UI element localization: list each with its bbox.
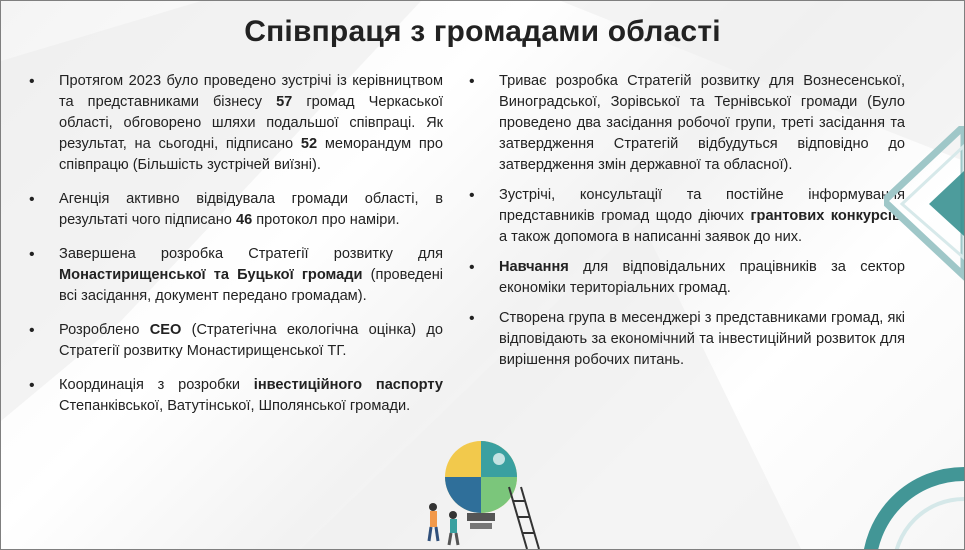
bullet-text: було проведено зустрічі із керівництвом та представниками бізнесу xyxy=(59,73,443,110)
bullet-text: (Стратегічна екологічна оцінка) до Стратегії розвитку Монастирищенської ТГ. xyxy=(59,322,443,359)
bullet-icon: • xyxy=(469,187,475,204)
bullet-text: меморандум про співпрацю (Більшість зустрічей виїзні). xyxy=(59,136,443,173)
bullet-item xyxy=(465,308,905,371)
bullet-item xyxy=(465,185,905,248)
right-column xyxy=(465,71,905,380)
bullet-text: 2023 xyxy=(128,73,162,89)
bullet-text-bold: СЕО xyxy=(149,322,182,338)
right-bullet-list xyxy=(465,71,905,371)
lightbulb-puzzle-icon xyxy=(421,437,561,549)
bullet-text: Координація з розробки xyxy=(59,377,254,393)
bullet-item xyxy=(25,189,443,231)
left-bullet-list xyxy=(25,71,443,417)
bullet-text: Степанківської, Ватутінської, Шполянської громади. xyxy=(59,398,411,414)
bullet-text-bold: 52 xyxy=(300,136,318,152)
bullet-text: громад Черкаської області, обговорено шляхи подальшої співпраці. Як результат, на сьогодні, підписано xyxy=(59,94,443,152)
bullet-text: , а також допомога в написанні заявок до них. xyxy=(499,208,905,245)
bullet-icon: • xyxy=(29,377,35,394)
bullet-text: Протягом xyxy=(59,73,129,89)
bullet-item xyxy=(25,71,443,176)
bullet-icon: • xyxy=(469,73,475,90)
bullet-text-bold: 57 xyxy=(276,94,293,110)
bullet-text: Агенція активно відвідувала громади області, в результаті чого підписано xyxy=(59,191,443,228)
bullet-text: Створена група в месенджері з представниками громад, які відповідають за економічний та інвестиційний розвиток для вирішення робочих питань. xyxy=(499,310,905,368)
bullet-item xyxy=(25,375,443,417)
bullet-text-bold: інвестиційного паспорту xyxy=(253,377,443,393)
bullet-icon: • xyxy=(29,73,35,90)
left-column xyxy=(25,71,443,430)
bullet-text-bold: 46 xyxy=(235,212,253,228)
bullet-text: Зустрічі, консультації та постійне інформування представників громад щодо діючих xyxy=(499,187,905,224)
bullet-text-bold: Монастирищенської та Буцької громади xyxy=(59,267,363,283)
bullet-item xyxy=(465,257,905,299)
bullet-icon: • xyxy=(29,246,35,263)
bullet-text-bold: Навчання xyxy=(499,259,569,275)
bullet-item xyxy=(25,244,443,307)
bullet-text: (проведені всі засідання, документ передано громадам). xyxy=(59,267,443,304)
bullet-icon: • xyxy=(29,322,35,339)
bullet-text: Триває розробка Стратегій розвитку для Вознесенської, Виноградської, Зорівської та Тернівської громади (Було проведено два засідання робочої групи, треті засідання та затвердження Стратегій відбудуться відповідно до затвердження змін державної та обласної). xyxy=(499,73,905,173)
bullet-icon: • xyxy=(469,310,475,327)
bullet-item xyxy=(465,71,905,176)
bullet-icon: • xyxy=(469,259,475,276)
bullet-item xyxy=(25,320,443,362)
slide-title: Співпраця з громадами області xyxy=(244,15,721,48)
bullet-text: протокол про наміри. xyxy=(252,212,400,228)
bullet-text: Розроблено xyxy=(59,322,150,338)
bullet-text: Завершена розробка Стратегії розвитку для xyxy=(59,246,443,262)
teal-ring-icon xyxy=(814,459,964,549)
bullet-text-bold: грантових конкурсів xyxy=(750,208,901,224)
bullet-icon: • xyxy=(29,191,35,208)
teal-diamond-frame-icon xyxy=(884,126,964,286)
bullet-text: для відповідальних працівників за сектор економіки територіальних громад. xyxy=(499,259,905,296)
